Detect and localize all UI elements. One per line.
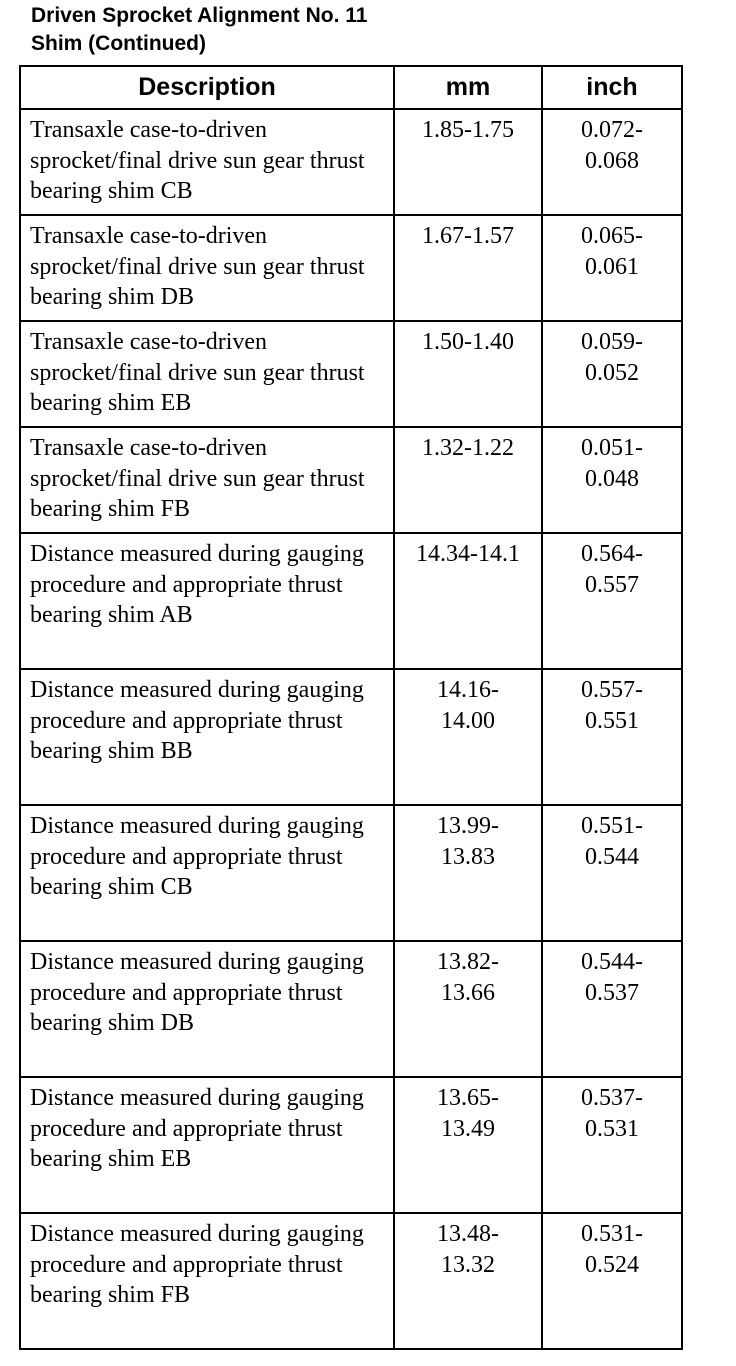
column-header-inch: inch [542, 66, 682, 109]
description-cell: Distance measured during gauging procedure and appropriate thrust bearing shim AB [20, 533, 394, 669]
description-cell: Distance measured during gauging procedure and appropriate thrust bearing shim BB [20, 669, 394, 805]
inch-value-lower: 0.537 [585, 979, 639, 1006]
mm-cell [394, 1213, 542, 1349]
description-cell: Distance measured during gauging procedure and appropriate thrust bearing shim FB [20, 1213, 394, 1349]
mm-value-lower: 13.49 [441, 1115, 495, 1142]
mm-cell [394, 941, 542, 1077]
inch-cell [542, 669, 682, 805]
table-row [20, 321, 682, 427]
table-row [20, 941, 682, 1077]
inch-value-lower: 0.544 [585, 843, 639, 870]
mm-value: 1.32-1.22 [422, 435, 514, 461]
table-row [20, 1077, 682, 1213]
mm-value: 1.50-1.40 [422, 329, 514, 355]
inch-value-lower: 0.048 [585, 465, 639, 492]
table-row [20, 533, 682, 669]
mm-value-lower: 14.00 [441, 707, 495, 734]
inch-value-lower: 0.061 [585, 253, 639, 280]
table-row [20, 215, 682, 321]
mm-cell [394, 321, 542, 427]
inch-value-lower: 0.551 [585, 707, 639, 734]
mm-value: 1.67-1.57 [422, 223, 514, 249]
description-cell: Distance measured during gauging procedure and appropriate thrust bearing shim EB [20, 1077, 394, 1213]
mm-value-upper: 13.65- [437, 1085, 499, 1111]
table-row [20, 109, 682, 215]
description-cell: Transaxle case-to-driven sprocket/final drive sun gear thrust bearing shim DB [20, 215, 394, 321]
inch-value-upper: 0.051- [581, 435, 643, 461]
mm-cell [394, 669, 542, 805]
mm-value: 14.34-14.1 [416, 541, 520, 567]
mm-cell [394, 427, 542, 533]
inch-cell [542, 321, 682, 427]
mm-cell [394, 109, 542, 215]
column-header-description: Description [20, 66, 394, 109]
inch-cell [542, 109, 682, 215]
description-cell: Transaxle case-to-driven sprocket/final drive sun gear thrust bearing shim FB [20, 427, 394, 533]
mm-value-upper: 14.16- [437, 677, 499, 703]
inch-value-upper: 0.564- [581, 541, 643, 567]
column-header-mm: mm [394, 66, 542, 109]
description-cell: Transaxle case-to-driven sprocket/final drive sun gear thrust bearing shim CB [20, 109, 394, 215]
inch-value-upper: 0.537- [581, 1085, 643, 1111]
mm-cell [394, 805, 542, 941]
inch-value-lower: 0.524 [585, 1251, 639, 1278]
table-row [20, 805, 682, 941]
inch-value-upper: 0.544- [581, 949, 643, 975]
inch-cell [542, 941, 682, 1077]
description-cell: Distance measured during gauging procedure and appropriate thrust bearing shim CB [20, 805, 394, 941]
inch-cell [542, 805, 682, 941]
mm-cell [394, 215, 542, 321]
inch-cell [542, 427, 682, 533]
inch-value-lower: 0.531 [585, 1115, 639, 1142]
inch-value-upper: 0.065- [581, 223, 643, 249]
mm-value-lower: 13.32 [441, 1251, 495, 1278]
shim-spec-table [19, 65, 683, 1350]
mm-value-upper: 13.99- [437, 813, 499, 839]
title-line-2: Shim (Continued) [31, 32, 206, 55]
mm-cell [394, 533, 542, 669]
mm-cell [394, 1077, 542, 1213]
inch-value-lower: 0.557 [585, 571, 639, 598]
title-line-1: Driven Sprocket Alignment No. 11 [31, 4, 368, 27]
inch-value-lower: 0.068 [585, 147, 639, 174]
mm-value-lower: 13.83 [441, 843, 495, 870]
page-title [31, 2, 367, 58]
inch-cell [542, 215, 682, 321]
mm-value: 1.85-1.75 [422, 117, 514, 143]
inch-cell [542, 1077, 682, 1213]
inch-cell [542, 533, 682, 669]
description-cell: Transaxle case-to-driven sprocket/final drive sun gear thrust bearing shim EB [20, 321, 394, 427]
mm-value-lower: 13.66 [441, 979, 495, 1006]
mm-value-upper: 13.82- [437, 949, 499, 975]
table-row [20, 427, 682, 533]
description-cell: Distance measured during gauging procedure and appropriate thrust bearing shim DB [20, 941, 394, 1077]
table-header-row [20, 66, 682, 109]
table-row [20, 669, 682, 805]
inch-cell [542, 1213, 682, 1349]
inch-value-upper: 0.072- [581, 117, 643, 143]
inch-value-lower: 0.052 [585, 359, 639, 386]
inch-value-upper: 0.557- [581, 677, 643, 703]
inch-value-upper: 0.531- [581, 1221, 643, 1247]
inch-value-upper: 0.551- [581, 813, 643, 839]
inch-value-upper: 0.059- [581, 329, 643, 355]
table-row [20, 1213, 682, 1349]
mm-value-upper: 13.48- [437, 1221, 499, 1247]
